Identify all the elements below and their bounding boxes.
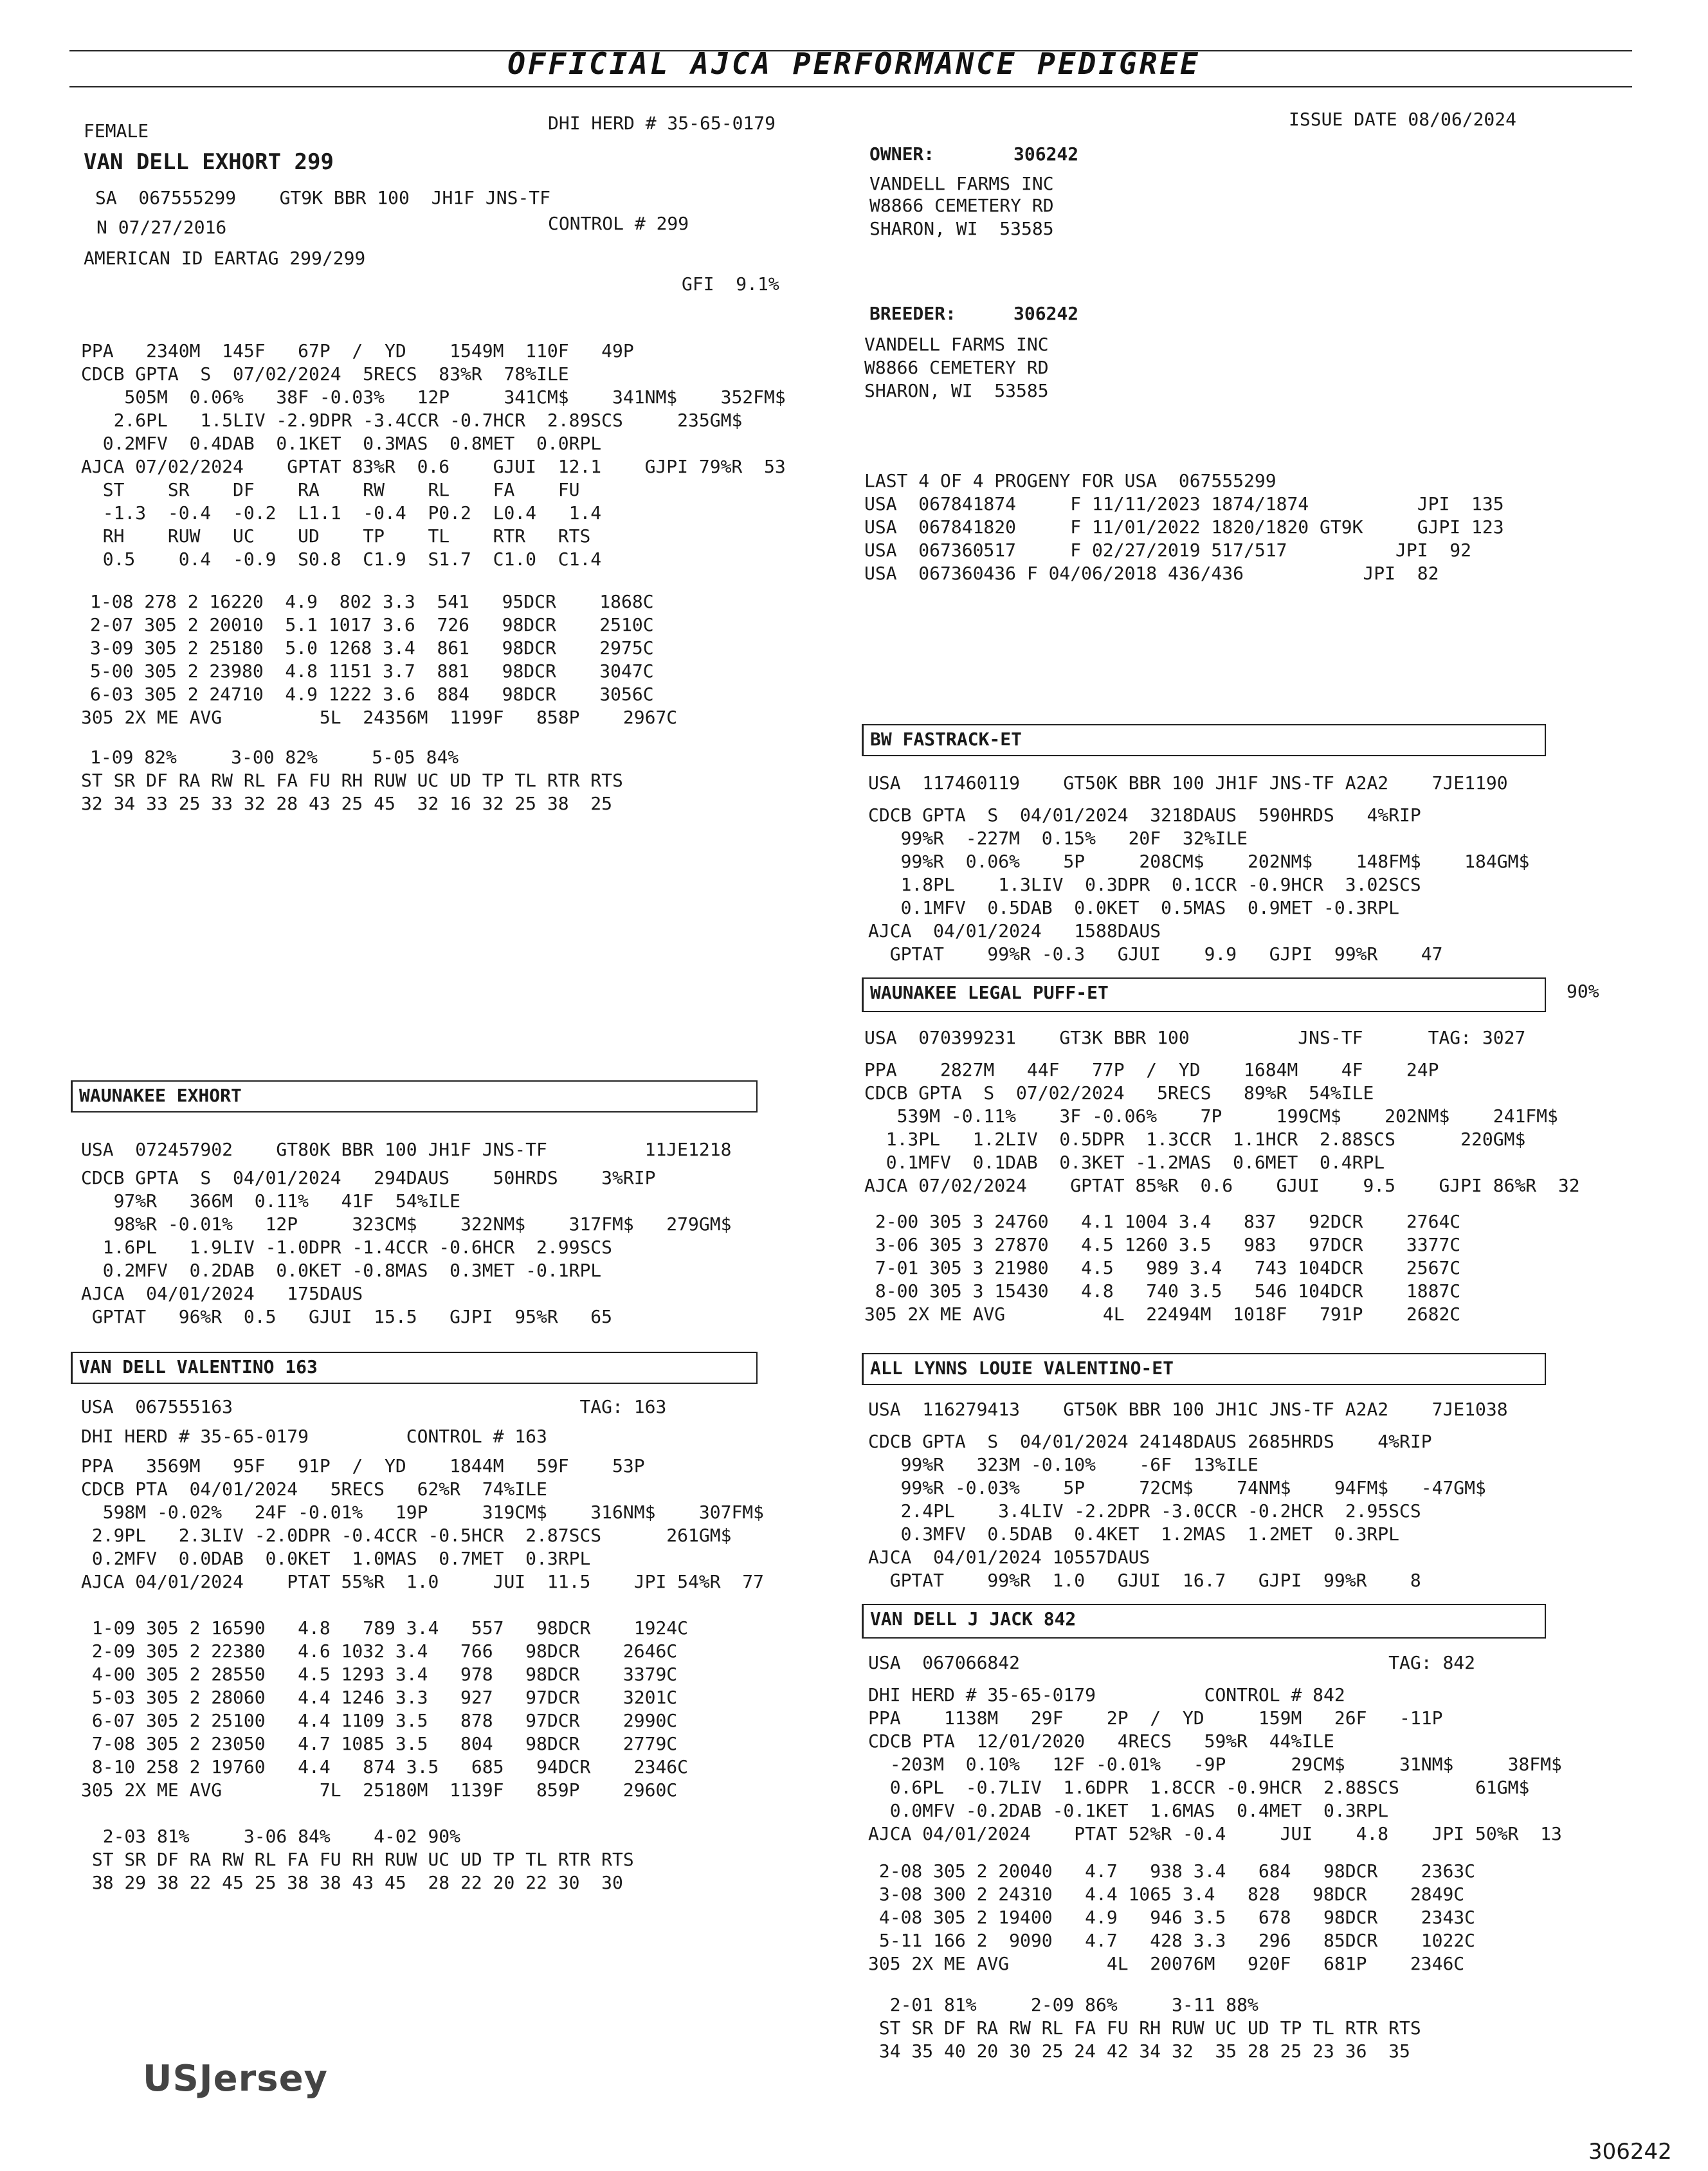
eartag: AMERICAN ID EARTAG 299/299 <box>84 248 366 269</box>
dam-line: 2.9PL 2.3LIV -2.0DPR -0.4CCR -0.5HCR 2.87SCS 261GM$ <box>81 1525 732 1546</box>
dam-of-sire-details <box>864 1026 1580 1326</box>
dam-of-sire-name-box <box>862 977 1546 1012</box>
dam-name-box <box>71 1352 758 1384</box>
genetics-line: 0.5 0.4 -0.9 S0.8 C1.9 S1.7 C1.0 C1.4 <box>81 549 602 570</box>
dam-line: AJCA 04/01/2024 PTAT 55%R 1.0 JUI 11.5 JPI 54%R 77 <box>81 1571 765 1592</box>
dam-of-dam-name-box <box>862 1604 1546 1639</box>
animal-classification <box>81 746 623 815</box>
dam-of-dam-line: 2-01 81% 2-09 86% 3-11 88% <box>868 1994 1258 2015</box>
dam-line: 4-00 305 2 28550 4.5 1293 3.4 978 98DCR 3379C <box>81 1664 678 1685</box>
dam-of-sire-line <box>864 1197 1580 1210</box>
lactation-row: 6-03 305 2 24710 4.9 1222 3.6 884 98DCR 3056C <box>90 684 654 705</box>
dam-line: 2-03 81% 3-06 84% 4-02 90% <box>81 1826 461 1847</box>
dam-line: USA 067555163 TAG: 163 <box>81 1396 667 1417</box>
dam-of-sire-line: 0.1MFV 0.1DAB 0.3KET -1.2MAS 0.6MET 0.4RPL <box>864 1152 1385 1173</box>
dam-of-dam-line <box>868 1976 1562 1994</box>
lactation-row: 5-00 305 2 23980 4.8 1151 3.7 881 98DCR 3047C <box>90 660 654 682</box>
dam-of-dam-line: 0.6PL -0.7LIV 1.6DPR 1.8CCR -0.9HCR 2.88SCS 61GM$ <box>868 1777 1530 1798</box>
lactation-row: 3-09 305 2 25180 5.0 1268 3.4 861 98DCR 2975C <box>90 637 654 659</box>
breeder-code: 306242 <box>1013 303 1079 324</box>
dam-line: ST SR DF RA RW RL FA FU RH RUW UC UD TP TL RTR RTS <box>81 1849 634 1870</box>
dam-line: 2-09 305 2 22380 4.6 1032 3.4 766 98DCR 2646C <box>81 1640 678 1662</box>
genetics-line: RH RUW UC UD TP TL RTR RTS <box>81 525 591 547</box>
sire-name: WAUNAKEE EXHORT <box>79 1085 242 1106</box>
sire-line: AJCA 04/01/2024 175DAUS <box>81 1283 363 1304</box>
dam-line: 1-09 305 2 16590 4.8 789 3.4 557 98DCR 1924C <box>81 1617 689 1639</box>
genetics-line: -1.3 -0.4 -0.2 L1.1 -0.4 P0.2 L0.4 1.4 <box>81 502 602 523</box>
dam-of-dam-line: USA 067066842 TAG: 842 <box>868 1652 1476 1673</box>
sire-of-dam-line: 99%R 323M -0.10% -6F 13%ILE <box>868 1454 1258 1475</box>
sire-line: 1.6PL 1.9LIV -1.0DPR -1.4CCR -0.6HCR 2.99SCS <box>81 1237 613 1258</box>
dam-of-dam-line: -203M 0.10% 12F -0.01% -9P 29CM$ 31NM$ 38FM$ <box>868 1754 1562 1775</box>
page-title: OFFICIAL AJCA PERFORMANCE PEDIGREE <box>507 46 1201 81</box>
dam-of-sire-pct: 90% <box>1567 981 1599 1002</box>
dam-line: DHI HERD # 35-65-0179 CONTROL # 163 <box>81 1426 547 1447</box>
dam-name: VAN DELL VALENTINO 163 <box>79 1356 318 1377</box>
birth-date: N 07/27/2016 <box>96 217 227 238</box>
dam-line: CDCB PTA 04/01/2024 5RECS 62%R 74%ILE <box>81 1478 547 1500</box>
genetics-line: 505M 0.06% 38F -0.03% 12P 341CM$ 341NM$ 352FM$ <box>81 386 786 408</box>
dam-line: 5-03 305 2 28060 4.4 1246 3.3 927 97DCR 3201C <box>81 1687 678 1708</box>
dam-of-dam-line: 305 2X ME AVG 4L 20076M 920F 681P 2346C <box>868 1953 1465 1974</box>
sire-of-dam-line: 0.3MFV 0.5DAB 0.4KET 1.2MAS 1.2MET 0.3RPL <box>868 1523 1400 1545</box>
progeny-row: USA 067841874 F 11/11/2023 1874/1874 JPI 135 <box>864 493 1504 514</box>
genetics-line: ST SR DF RA RW RL FA FU <box>81 479 580 500</box>
sire-of-sire-line: 1.8PL 1.3LIV 0.3DPR 0.1CCR -0.9HCR 3.02SCS <box>868 874 1421 895</box>
dam-line: 305 2X ME AVG 7L 25180M 1139F 859P 2960C <box>81 1779 678 1801</box>
owner-line: SHARON, WI 53585 <box>869 218 1054 239</box>
usjersey-logo: USJersey <box>143 2058 329 2100</box>
animal-id-line: SA 067555299 GT9K BBR 100 JH1F JNS-TF <box>95 187 551 208</box>
sire-of-sire-name-box <box>862 724 1546 756</box>
dam-of-dam-line: DHI HERD # 35-65-0179 CONTROL # 842 <box>868 1684 1345 1705</box>
dam-line: 6-07 305 2 25100 4.4 1109 3.5 878 97DCR 2990C <box>81 1710 678 1731</box>
sire-of-sire-name: BW FASTRACK-ET <box>870 729 1022 750</box>
progeny-row: USA 067360517 F 02/27/2019 517/517 JPI 92 <box>864 540 1472 561</box>
dam-of-sire-line: 539M -0.11% 3F -0.06% 7P 199CM$ 202NM$ 241FM$ <box>864 1105 1558 1127</box>
dam-of-dam-line: AJCA 04/01/2024 PTAT 52%R -0.4 JUI 4.8 JPI 50%R 13 <box>868 1823 1562 1844</box>
page-code: 306242 <box>1588 2139 1672 2165</box>
issue-date: ISSUE DATE 08/06/2024 <box>1289 109 1517 130</box>
breeder-line: VANDELL FARMS INC <box>864 334 1049 355</box>
dam-of-sire-line: 7-01 305 3 21980 4.5 989 3.4 743 104DCR 2567C <box>864 1257 1461 1278</box>
sex-label: FEMALE <box>84 120 149 141</box>
lactation-row: 2-07 305 2 20010 5.1 1017 3.6 726 98DCR 2510C <box>90 614 654 635</box>
sire-line: 98%R -0.01% 12P 323CM$ 322NM$ 317FM$ 279GM$ <box>81 1213 732 1235</box>
lactation-row: 1-08 278 2 16220 4.9 802 3.3 541 95DCR 1868C <box>90 591 654 612</box>
animal-lactations <box>81 590 678 729</box>
sire-of-dam-line: AJCA 04/01/2024 10557DAUS <box>868 1547 1150 1568</box>
breeder-label: BREEDER: <box>869 303 956 324</box>
classification-header: ST SR DF RA RW RL FA FU RH RUW UC UD TP TL RTR RTS <box>81 770 623 791</box>
progeny-list <box>864 469 1504 585</box>
dam-of-sire-line: 8-00 305 3 15430 4.8 740 3.5 546 104DCR 1887C <box>864 1280 1461 1302</box>
animal-name: VAN DELL EXHORT 299 <box>84 149 334 175</box>
progeny-row: USA 067360436 F 04/06/2018 436/436 JPI 82 <box>864 563 1439 584</box>
owner-line: W8866 CEMETERY RD <box>869 195 1054 216</box>
dam-of-dam-line: CDCB PTA 12/01/2020 4RECS 59%R 44%ILE <box>868 1730 1334 1752</box>
sire-line: CDCB GPTA S 04/01/2024 294DAUS 50HRDS 3%RIP <box>81 1167 656 1188</box>
genetics-line: 0.2MFV 0.4DAB 0.1KET 0.3MAS 0.8MET 0.0RPL <box>81 433 602 454</box>
progeny-row: USA 067841820 F 11/01/2022 1820/1820 GT9K GJPI 123 <box>864 516 1504 538</box>
animal-genetics <box>81 340 786 571</box>
dam-line: 38 29 38 22 45 25 38 38 43 45 28 22 20 22 30 30 <box>81 1872 623 1893</box>
sire-of-dam-name: ALL LYNNS LOUIE VALENTINO-ET <box>870 1358 1174 1379</box>
dam-line <box>81 1594 764 1617</box>
dam-line: 7-08 305 2 23050 4.7 1085 3.5 804 98DCR 2779C <box>81 1733 678 1754</box>
dam-of-dam-line: 3-08 300 2 24310 4.4 1065 3.4 828 98DCR 2849C <box>868 1884 1465 1905</box>
sire-of-dam-line: CDCB GPTA S 04/01/2024 24148DAUS 2685HRDS 4%RIP <box>868 1431 1432 1452</box>
control-number: CONTROL # 299 <box>548 213 689 234</box>
dam-of-dam-line: 2-08 305 2 20040 4.7 938 3.4 684 98DCR 2363C <box>868 1860 1476 1882</box>
sire-line: 0.2MFV 0.2DAB 0.0KET -0.8MAS 0.3MET -0.1RPL <box>81 1260 602 1281</box>
dam-of-dam-line: PPA 1138M 29F 2P / YD 159M 26F -11P <box>868 1707 1443 1729</box>
dam-of-sire-line: USA 070399231 GT3K BBR 100 JNS-TF TAG: 3027 <box>864 1027 1526 1048</box>
genetics-line: PPA 2340M 145F 67P / YD 1549M 110F 49P <box>81 340 634 361</box>
sire-of-dam-line: 2.4PL 3.4LIV -2.2DPR -3.0CCR -0.2HCR 2.95SCS <box>868 1500 1421 1522</box>
dam-of-dam-details <box>868 1651 1562 2063</box>
sire-of-sire-line: 0.1MFV 0.5DAB 0.0KET 0.5MAS 0.9MET -0.3RPL <box>868 897 1400 918</box>
dam-of-sire-line: 3-06 305 3 27870 4.5 1260 3.5 983 97DCR 3377C <box>864 1234 1461 1255</box>
genetics-line: CDCB GPTA S 07/02/2024 5RECS 83%R 78%ILE <box>81 363 569 385</box>
dam-details <box>81 1395 764 1894</box>
sire-of-sire-line: CDCB GPTA S 04/01/2024 3218DAUS 590HRDS 4%RIP <box>868 804 1421 826</box>
sire-of-sire-line: AJCA 04/01/2024 1588DAUS <box>868 920 1161 941</box>
sire-of-dam-line: USA 116279413 GT50K BBR 100 JH1C JNS-TF A2A2 7JE1038 <box>868 1399 1508 1420</box>
dam-of-sire-line <box>864 1049 1580 1058</box>
sire-line: 97%R 366M 0.11% 41F 54%ILE <box>81 1190 461 1212</box>
genetics-line: AJCA 07/02/2024 GPTAT 83%R 0.6 GJUI 12.1 GJPI 79%R 53 <box>81 456 786 477</box>
dam-of-dam-line: 4-08 305 2 19400 4.9 946 3.5 678 98DCR 2343C <box>868 1907 1476 1928</box>
sire-name-box <box>71 1080 758 1113</box>
dam-line: 0.2MFV 0.0DAB 0.0KET 1.0MAS 0.7MET 0.3RPL <box>81 1548 591 1569</box>
dam-of-sire-line: PPA 2827M 44F 77P / YD 1684M 4F 24P <box>864 1059 1439 1080</box>
title-underline <box>69 86 1632 87</box>
gfi: GFI 9.1% <box>682 273 779 295</box>
dam-of-dam-line: 0.0MFV -0.2DAB -0.1KET 1.6MAS 0.4MET 0.3RPL <box>868 1800 1389 1821</box>
classification-scores: 1-09 82% 3-00 82% 5-05 84% <box>90 747 459 768</box>
sire-of-dam-line: GPTAT 99%R 1.0 GJUI 16.7 GJPI 99%R 8 <box>868 1570 1421 1591</box>
dam-of-dam-line: 5-11 166 2 9090 4.7 428 3.3 296 85DCR 1022C <box>868 1930 1476 1951</box>
owner-label: OWNER: <box>869 143 935 165</box>
owner-line: VANDELL FARMS INC <box>869 173 1054 194</box>
owner-code: 306242 <box>1013 143 1079 165</box>
classification-values: 32 34 33 25 33 32 28 43 25 45 32 16 32 25 38 25 <box>81 793 613 814</box>
sire-of-sire-line: GPTAT 99%R -0.3 GJUI 9.9 GJPI 99%R 47 <box>868 943 1443 965</box>
herd-number: DHI HERD # 35-65-0179 <box>548 113 776 134</box>
genetics-line: 2.6PL 1.5LIV -2.9DPR -3.4CCR -0.7HCR 2.89SCS 235GM$ <box>81 410 743 431</box>
dam-of-sire-line: 305 2X ME AVG 4L 22494M 1018F 791P 2682C <box>864 1304 1461 1325</box>
dam-of-dam-line: ST SR DF RA RW RL FA FU RH RUW UC UD TP TL RTR RTS <box>868 2017 1421 2039</box>
dam-of-dam-line <box>868 1675 1562 1684</box>
dam-of-sire-name: WAUNAKEE LEGAL PUFF-ET <box>870 982 1109 1003</box>
progeny-heading: LAST 4 OF 4 PROGENY FOR USA 067555299 <box>864 470 1276 491</box>
dam-of-dam-name: VAN DELL J JACK 842 <box>870 1608 1077 1630</box>
dam-of-dam-line <box>868 1846 1562 1860</box>
sire-of-sire-line <box>868 795 1529 804</box>
breeder-line: SHARON, WI 53585 <box>864 380 1049 401</box>
sire-of-dam-details <box>868 1398 1508 1592</box>
breeder-line: W8866 CEMETERY RD <box>864 357 1049 378</box>
sire-of-sire-line: USA 117460119 GT50K BBR 100 JH1F JNS-TF A2A2 7JE1190 <box>868 772 1508 794</box>
sire-of-dam-line <box>868 1421 1508 1430</box>
dam-line: PPA 3569M 95F 91P / YD 1844M 59F 53P <box>81 1455 645 1476</box>
sire-of-dam-name-box <box>862 1353 1546 1385</box>
dam-line: 598M -0.02% 24F -0.01% 19P 319CM$ 316NM$ 307FM$ <box>81 1502 765 1523</box>
dam-of-sire-line: CDCB GPTA S 07/02/2024 5RECS 89%R 54%ILE <box>864 1082 1374 1104</box>
dam-line: 8-10 258 2 19760 4.4 874 3.5 685 94DCR 2346C <box>81 1756 689 1777</box>
dam-of-sire-line: AJCA 07/02/2024 GPTAT 85%R 0.6 GJUI 9.5 GJPI 86%R 32 <box>864 1175 1580 1196</box>
dam-of-sire-line: 2-00 305 3 24760 4.1 1004 3.4 837 92DCR 2764C <box>864 1211 1461 1232</box>
sire-line: USA 072457902 GT80K BBR 100 JH1F JNS-TF 11JE1218 <box>81 1139 732 1160</box>
dam-line <box>81 1802 764 1825</box>
dam-of-sire-line: 1.3PL 1.2LIV 0.5DPR 1.3CCR 1.1HCR 2.88SCS 220GM$ <box>864 1129 1526 1150</box>
sire-line: GPTAT 96%R 0.5 GJUI 15.5 GJPI 95%R 65 <box>81 1306 613 1327</box>
sire-of-sire-line: 99%R -227M 0.15% 20F 32%ILE <box>868 828 1248 849</box>
sire-of-sire-details <box>868 772 1529 966</box>
lactation-avg: 305 2X ME AVG 5L 24356M 1199F 858P 2967C <box>81 707 678 728</box>
sire-of-dam-line: 99%R -0.03% 5P 72CM$ 74NM$ 94FM$ -47GM$ <box>868 1477 1486 1498</box>
sire-of-sire-line: 99%R 0.06% 5P 208CM$ 202NM$ 148FM$ 184GM$ <box>868 851 1530 872</box>
sire-details <box>81 1138 731 1329</box>
dam-of-dam-line: 34 35 40 20 30 25 24 42 34 32 35 28 25 23 36 35 <box>868 2040 1410 2062</box>
